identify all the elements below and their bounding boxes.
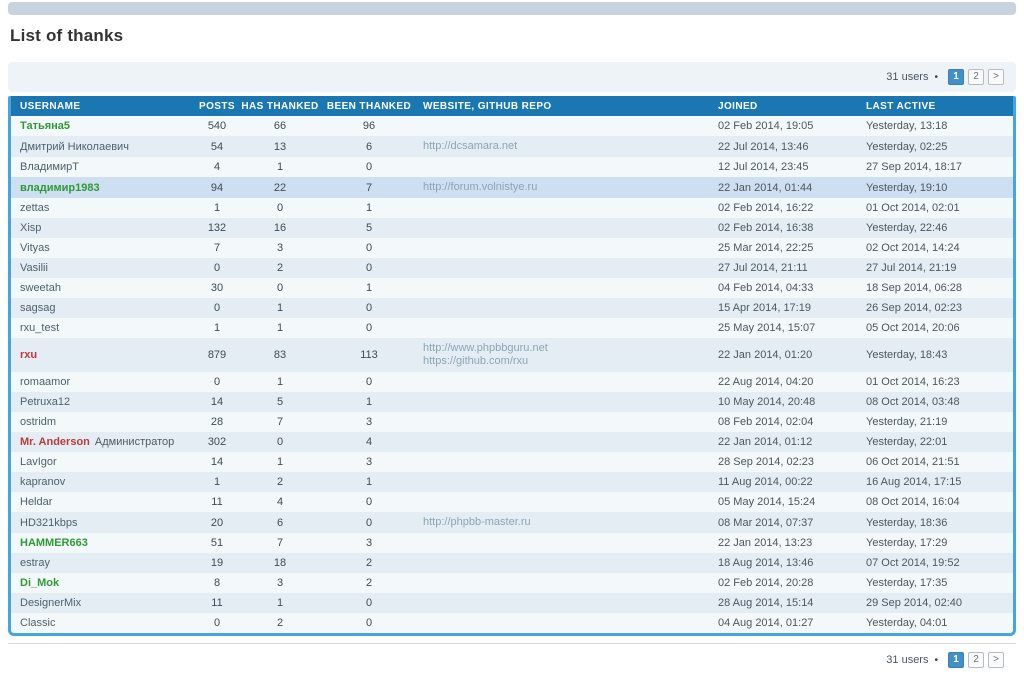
- website-cell: [417, 392, 712, 412]
- posts-count: 0: [195, 258, 239, 278]
- joined-date: 15 Apr 2014, 17:19: [712, 298, 860, 318]
- website-link[interactable]: http://forum.volnistye.ru: [423, 181, 538, 193]
- username-link[interactable]: sweetah: [20, 282, 61, 294]
- been-thanked-count: 0: [321, 613, 417, 633]
- posts-count: 28: [195, 412, 239, 432]
- col-header-username: USERNAME: [11, 96, 195, 116]
- table-row: [11, 298, 1013, 318]
- table-row: [11, 512, 1013, 533]
- website-cell: [417, 573, 712, 593]
- pagination-top: [886, 69, 1004, 85]
- username-link[interactable]: LavIgor: [20, 456, 57, 468]
- username-link[interactable]: Di_Mok: [20, 577, 60, 589]
- username-link[interactable]: romaamor: [20, 376, 71, 388]
- username-link[interactable]: DesignerMix: [20, 597, 82, 609]
- joined-date: 22 Jan 2014, 01:12: [712, 432, 860, 452]
- website-cell: [417, 452, 712, 472]
- joined-date: 22 Jul 2014, 13:46: [712, 136, 860, 157]
- posts-count: 7: [195, 238, 239, 258]
- last-active-date: 08 Oct 2014, 16:04: [860, 492, 1013, 512]
- joined-date: 22 Aug 2014, 04:20: [712, 372, 860, 392]
- last-active-date: 27 Sep 2014, 18:17: [860, 157, 1013, 177]
- username-cell: [11, 218, 195, 238]
- been-thanked-count: 0: [321, 372, 417, 392]
- table-row: [11, 136, 1013, 157]
- website-cell: [417, 412, 712, 432]
- page-button-2[interactable]: 2: [968, 652, 984, 668]
- has-thanked-count: 7: [239, 412, 321, 432]
- table-row: [11, 278, 1013, 298]
- table-row: [11, 613, 1013, 633]
- username-cell: [11, 258, 195, 278]
- website-cell: [417, 136, 712, 157]
- username-link[interactable]: Xisp: [20, 222, 42, 234]
- last-active-date: Yesterday, 18:36: [860, 512, 1013, 533]
- users-count: 31 users: [886, 654, 929, 666]
- last-active-date: Yesterday, 02:25: [860, 136, 1013, 157]
- posts-count: 879: [195, 338, 239, 372]
- has-thanked-count: 3: [239, 573, 321, 593]
- has-thanked-count: 0: [239, 278, 321, 298]
- website-cell: [417, 553, 712, 573]
- table-row: [11, 392, 1013, 412]
- thanks-table: [8, 96, 1016, 636]
- joined-date: 08 Feb 2014, 02:04: [712, 412, 860, 432]
- website-cell: [417, 318, 712, 338]
- table-row: [11, 593, 1013, 613]
- last-active-date: 02 Oct 2014, 14:24: [860, 238, 1013, 258]
- users-count: 31 users: [886, 71, 929, 83]
- last-active-date: 06 Oct 2014, 21:51: [860, 452, 1013, 472]
- website-cell: [417, 512, 712, 533]
- joined-date: 27 Jul 2014, 21:11: [712, 258, 860, 278]
- last-active-date: 05 Oct 2014, 20:06: [860, 318, 1013, 338]
- posts-count: 540: [195, 116, 239, 136]
- posts-count: 4: [195, 157, 239, 177]
- has-thanked-count: 1: [239, 157, 321, 177]
- last-active-date: Yesterday, 04:01: [860, 613, 1013, 633]
- next-page-button[interactable]: >: [988, 69, 1004, 85]
- table-row: [11, 238, 1013, 258]
- has-thanked-count: 1: [239, 372, 321, 392]
- has-thanked-count: 0: [239, 432, 321, 452]
- username-cell: [11, 412, 195, 432]
- last-active-date: Yesterday, 21:19: [860, 412, 1013, 432]
- posts-count: 0: [195, 613, 239, 633]
- been-thanked-count: 0: [321, 492, 417, 512]
- website-link[interactable]: http://www.phpbbguru.net: [423, 342, 548, 354]
- username-link[interactable]: sagsag: [20, 302, 56, 314]
- last-active-date: 18 Sep 2014, 06:28: [860, 278, 1013, 298]
- been-thanked-count: 96: [321, 116, 417, 136]
- posts-count: 1: [195, 198, 239, 218]
- has-thanked-count: 66: [239, 116, 321, 136]
- been-thanked-count: 0: [321, 298, 417, 318]
- website-link[interactable]: https://github.com/rxu: [423, 355, 529, 367]
- has-thanked-count: 13: [239, 136, 321, 157]
- username-cell: [11, 492, 195, 512]
- username-link[interactable]: Mr. Anderson: [20, 436, 90, 448]
- has-thanked-count: 1: [239, 318, 321, 338]
- joined-date: 28 Aug 2014, 15:14: [712, 593, 860, 613]
- last-active-date: Yesterday, 13:18: [860, 116, 1013, 136]
- username-link[interactable]: ВладимирТ: [20, 161, 79, 173]
- website-cell: [417, 492, 712, 512]
- col-header-been-thanked: BEEN THANKED: [321, 96, 417, 116]
- last-active-date: Yesterday, 17:35: [860, 573, 1013, 593]
- joined-date: 22 Jan 2014, 13:23: [712, 533, 860, 553]
- been-thanked-count: 3: [321, 412, 417, 432]
- username-cell: [11, 177, 195, 198]
- website-cell: [417, 278, 712, 298]
- been-thanked-count: 1: [321, 198, 417, 218]
- has-thanked-count: 6: [239, 512, 321, 533]
- has-thanked-count: 3: [239, 238, 321, 258]
- table-row: [11, 198, 1013, 218]
- username-link[interactable]: Petruxa12: [20, 396, 71, 408]
- username-link[interactable]: Vityas: [20, 242, 50, 254]
- posts-count: 14: [195, 392, 239, 412]
- posts-count: 0: [195, 298, 239, 318]
- last-active-date: Yesterday, 22:01: [860, 432, 1013, 452]
- posts-count: 1: [195, 472, 239, 492]
- table-row: [11, 338, 1013, 372]
- username-cell: [11, 573, 195, 593]
- page-button-1[interactable]: 1: [948, 652, 964, 668]
- has-thanked-count: 22: [239, 177, 321, 198]
- table-row: [11, 177, 1013, 198]
- pagination-bottom: [886, 652, 1004, 668]
- last-active-date: Yesterday, 18:43: [860, 338, 1013, 372]
- joined-date: 28 Sep 2014, 02:23: [712, 452, 860, 472]
- username-cell: [11, 392, 195, 412]
- joined-date: 25 May 2014, 15:07: [712, 318, 860, 338]
- separator-line: [8, 643, 1016, 644]
- joined-date: 04 Feb 2014, 04:33: [712, 278, 860, 298]
- website-cell: [417, 238, 712, 258]
- username-cell: [11, 512, 195, 533]
- username-link[interactable]: HD321kbps: [20, 516, 78, 529]
- last-active-date: Yesterday, 22:46: [860, 218, 1013, 238]
- username-cell: [11, 533, 195, 553]
- website-cell: [417, 613, 712, 633]
- last-active-date: 29 Sep 2014, 02:40: [860, 593, 1013, 613]
- table-row: [11, 116, 1013, 136]
- joined-date: 02 Feb 2014, 20:28: [712, 573, 860, 593]
- been-thanked-count: 1: [321, 472, 417, 492]
- been-thanked-count: 0: [321, 593, 417, 613]
- been-thanked-count: 1: [321, 392, 417, 412]
- posts-count: 8: [195, 573, 239, 593]
- col-header-last-active: LAST ACTIVE: [860, 96, 1013, 116]
- has-thanked-count: 2: [239, 613, 321, 633]
- joined-date: 12 Jul 2014, 23:45: [712, 157, 860, 177]
- been-thanked-count: 1: [321, 278, 417, 298]
- username-cell: [11, 613, 195, 633]
- username-cell: [11, 136, 195, 157]
- posts-count: 1: [195, 318, 239, 338]
- been-thanked-count: 6: [321, 136, 417, 157]
- been-thanked-count: 0: [321, 512, 417, 533]
- table-row: [11, 472, 1013, 492]
- last-active-date: 07 Oct 2014, 19:52: [860, 553, 1013, 573]
- username-cell: [11, 593, 195, 613]
- username-link[interactable]: estray: [20, 557, 50, 569]
- table-body: [11, 116, 1013, 633]
- next-page-button[interactable]: >: [988, 652, 1004, 668]
- posts-count: 11: [195, 593, 239, 613]
- page-button-2[interactable]: 2: [968, 69, 984, 85]
- website-cell: [417, 472, 712, 492]
- table-row: [11, 318, 1013, 338]
- username-cell: [11, 472, 195, 492]
- table-row: [11, 258, 1013, 278]
- website-cell: [417, 338, 712, 372]
- has-thanked-count: 5: [239, 392, 321, 412]
- joined-date: 04 Aug 2014, 01:27: [712, 613, 860, 633]
- posts-count: 30: [195, 278, 239, 298]
- table-row: [11, 432, 1013, 452]
- username-cell: [11, 318, 195, 338]
- username-cell: [11, 238, 195, 258]
- website-cell: [417, 432, 712, 452]
- has-thanked-count: 16: [239, 218, 321, 238]
- username-cell: [11, 278, 195, 298]
- col-header-website: WEBSITE, GITHUB REPO: [417, 96, 712, 116]
- table-row: [11, 157, 1013, 177]
- username-link[interactable]: rxu: [20, 349, 38, 361]
- website-cell: [417, 218, 712, 238]
- username-cell: [11, 432, 195, 452]
- username-cell: [11, 157, 195, 177]
- has-thanked-count: 83: [239, 338, 321, 372]
- has-thanked-count: 4: [239, 492, 321, 512]
- has-thanked-count: 2: [239, 472, 321, 492]
- username-cell: [11, 298, 195, 318]
- joined-date: 11 Aug 2014, 00:22: [712, 472, 860, 492]
- joined-date: 18 Aug 2014, 13:46: [712, 553, 860, 573]
- posts-count: 132: [195, 218, 239, 238]
- has-thanked-count: 1: [239, 593, 321, 613]
- posts-count: 54: [195, 136, 239, 157]
- been-thanked-count: 0: [321, 238, 417, 258]
- username-cell: [11, 198, 195, 218]
- joined-date: 25 Mar 2014, 22:25: [712, 238, 860, 258]
- last-active-date: Yesterday, 19:10: [860, 177, 1013, 198]
- table-row: [11, 573, 1013, 593]
- username-link[interactable]: kapranov: [20, 476, 66, 488]
- has-thanked-count: 2: [239, 258, 321, 278]
- posts-count: 302: [195, 432, 239, 452]
- posts-count: 0: [195, 372, 239, 392]
- last-active-date: 26 Sep 2014, 02:23: [860, 298, 1013, 318]
- username-cell: [11, 116, 195, 136]
- username-link[interactable]: zettas: [20, 202, 50, 214]
- joined-date: 08 Mar 2014, 07:37: [712, 512, 860, 533]
- joined-date: 22 Jan 2014, 01:20: [712, 338, 860, 372]
- joined-date: 05 May 2014, 15:24: [712, 492, 860, 512]
- username-cell: [11, 338, 195, 372]
- posts-count: 51: [195, 533, 239, 553]
- has-thanked-count: 18: [239, 553, 321, 573]
- joined-date: 10 May 2014, 20:48: [712, 392, 860, 412]
- website-cell: [417, 177, 712, 198]
- been-thanked-count: 113: [321, 338, 417, 372]
- username-link[interactable]: владимир1983: [20, 181, 100, 194]
- been-thanked-count: 0: [321, 157, 417, 177]
- username-link[interactable]: Vasilii: [20, 262, 48, 274]
- table-row: [11, 452, 1013, 472]
- website-cell: [417, 298, 712, 318]
- has-thanked-count: 0: [239, 198, 321, 218]
- website-link[interactable]: http://phpbb-master.ru: [423, 516, 531, 528]
- col-header-joined: JOINED: [712, 96, 860, 116]
- last-active-date: 01 Oct 2014, 16:23: [860, 372, 1013, 392]
- posts-count: 11: [195, 492, 239, 512]
- last-active-date: 16 Aug 2014, 17:15: [860, 472, 1013, 492]
- table-row: [11, 533, 1013, 553]
- username-link[interactable]: Heldar: [20, 496, 53, 508]
- website-cell: [417, 533, 712, 553]
- been-thanked-count: 2: [321, 573, 417, 593]
- username-link[interactable]: Дмитрий Николаевич: [20, 140, 129, 153]
- posts-count: 20: [195, 512, 239, 533]
- posts-count: 19: [195, 553, 239, 573]
- website-cell: [417, 258, 712, 278]
- username-cell: [11, 452, 195, 472]
- table-header: [11, 96, 1013, 116]
- been-thanked-count: 3: [321, 533, 417, 553]
- last-active-date: 01 Oct 2014, 02:01: [860, 198, 1013, 218]
- been-thanked-count: 3: [321, 452, 417, 472]
- has-thanked-count: 7: [239, 533, 321, 553]
- bullet-separator: •: [934, 654, 938, 666]
- table-row: [11, 218, 1013, 238]
- been-thanked-count: 2: [321, 553, 417, 573]
- been-thanked-count: 7: [321, 177, 417, 198]
- pagination-panel: [8, 62, 1016, 92]
- username-link[interactable]: ostridm: [20, 416, 57, 428]
- username-link[interactable]: Classic: [20, 617, 56, 629]
- bullet-separator: •: [934, 71, 938, 83]
- has-thanked-count: 1: [239, 452, 321, 472]
- has-thanked-count: 1: [239, 298, 321, 318]
- page-button-1[interactable]: 1: [948, 69, 964, 85]
- top-navigation-bar: [8, 2, 1016, 15]
- joined-date: 22 Jan 2014, 01:44: [712, 177, 860, 198]
- website-cell: [417, 593, 712, 613]
- posts-count: 94: [195, 177, 239, 198]
- website-cell: [417, 116, 712, 136]
- col-header-posts: POSTS: [195, 96, 239, 116]
- table-row: [11, 372, 1013, 392]
- col-header-has-thanked: HAS THANKED: [239, 96, 321, 116]
- page-buttons: [944, 69, 1004, 85]
- username-link[interactable]: Татьяна5: [20, 120, 71, 132]
- username-link[interactable]: HAMMER663: [20, 537, 88, 549]
- last-active-date: 08 Oct 2014, 03:48: [860, 392, 1013, 412]
- last-active-date: 27 Jul 2014, 21:19: [860, 258, 1013, 278]
- been-thanked-count: 5: [321, 218, 417, 238]
- page-buttons: [944, 652, 1004, 668]
- user-rank: Администратор: [94, 436, 175, 448]
- website-cell: [417, 372, 712, 392]
- page-title: List of thanks: [10, 26, 124, 45]
- joined-date: 02 Feb 2014, 16:38: [712, 218, 860, 238]
- table-row: [11, 492, 1013, 512]
- username-cell: [11, 372, 195, 392]
- joined-date: 02 Feb 2014, 16:22: [712, 198, 860, 218]
- website-cell: [417, 198, 712, 218]
- username-link[interactable]: rxu_test: [20, 322, 60, 334]
- posts-count: 14: [195, 452, 239, 472]
- been-thanked-count: 4: [321, 432, 417, 452]
- been-thanked-count: 0: [321, 258, 417, 278]
- last-active-date: Yesterday, 17:29: [860, 533, 1013, 553]
- username-cell: [11, 553, 195, 573]
- table-row: [11, 553, 1013, 573]
- joined-date: 02 Feb 2014, 19:05: [712, 116, 860, 136]
- table-row: [11, 412, 1013, 432]
- been-thanked-count: 0: [321, 318, 417, 338]
- website-link[interactable]: http://dcsamara.net: [423, 140, 518, 152]
- website-cell: [417, 157, 712, 177]
